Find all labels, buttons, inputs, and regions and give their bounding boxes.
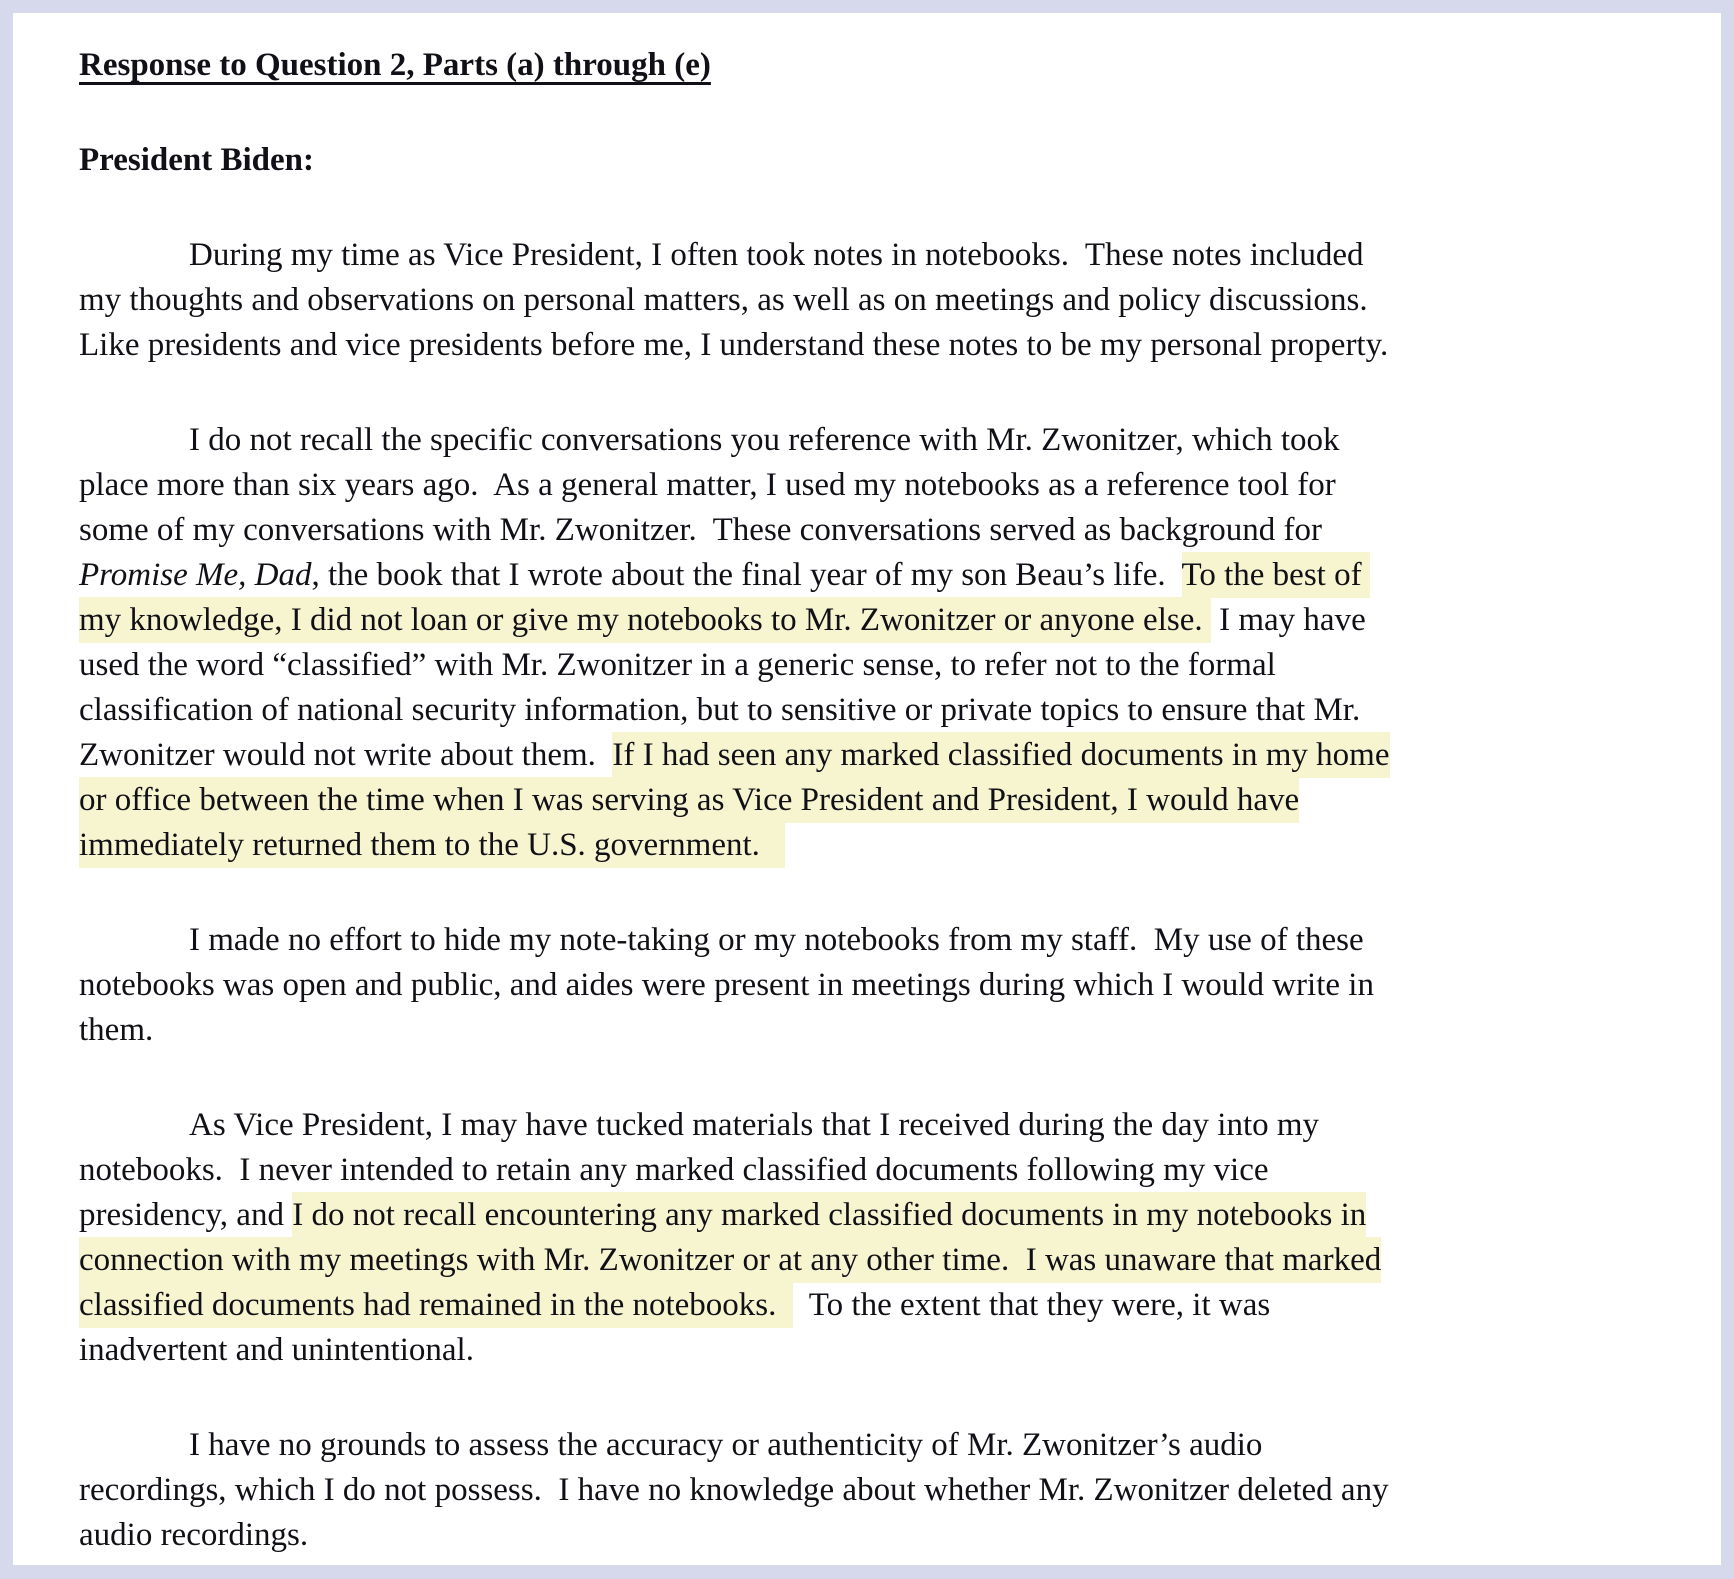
body-text: audio recordings. <box>79 1517 309 1553</box>
text-line <box>79 1423 1681 1468</box>
body-text: presidency, and <box>79 1197 293 1233</box>
text-line <box>79 508 1681 553</box>
highlighted-text: If I had seen any marked classified documents in my home <box>612 732 1389 778</box>
text-line <box>79 323 1681 368</box>
text-line <box>79 463 1681 508</box>
document-title: Response to Question 2, Parts (a) through (e) <box>79 47 711 83</box>
text-line <box>79 643 1681 688</box>
text-line <box>79 778 1681 823</box>
text-line <box>79 1513 1681 1558</box>
text-line <box>79 1468 1681 1513</box>
text-line <box>79 418 1681 463</box>
highlighted-text: immediately returned them to the U.S. government. <box>79 822 785 868</box>
body-text: my thoughts and observations on personal matters, as well as on meetings and policy discussions. <box>79 282 1368 318</box>
body-text: classification of national security information, but to sensitive or private topics to ensure that Mr. <box>79 692 1361 728</box>
body-text: place more than six years ago. As a general matter, I used my notebooks as a reference tool for <box>79 467 1336 503</box>
text-line <box>79 733 1681 778</box>
highlighted-text: classified documents had remained in the notebooks. <box>79 1282 793 1328</box>
text-line <box>79 1193 1681 1238</box>
text-line <box>79 1008 1681 1053</box>
paragraph <box>79 1423 1681 1558</box>
document-page <box>13 13 1721 1565</box>
text-line <box>79 598 1681 643</box>
text-line <box>79 278 1681 323</box>
section-heading: President Biden: <box>79 142 314 178</box>
body-text: inadvertent and unintentional. <box>79 1332 474 1368</box>
highlighted-text: I do not recall encountering any marked classified documents in my notebooks in <box>292 1192 1366 1238</box>
paragraph <box>79 918 1681 1053</box>
text-line <box>79 1283 1681 1328</box>
text-line <box>79 963 1681 1008</box>
text-line <box>79 823 1681 868</box>
body-text: Like presidents and vice presidents before me, I understand these notes to be my personal property. <box>79 327 1389 363</box>
document-content <box>13 13 1721 1558</box>
text-line <box>79 1148 1681 1193</box>
body-text: notebooks was open and public, and aides were present in meetings during which I would write in <box>79 967 1374 1003</box>
body-text: , the book that I wrote about the final year of my son Beau’s life. <box>311 557 1182 593</box>
text-line <box>79 553 1681 598</box>
body-text: As Vice President, I may have tucked materials that I received during the day into my <box>189 1107 1320 1143</box>
body-text: recordings, which I do not possess. I have no knowledge about whether Mr. Zwonitzer deleted any <box>79 1472 1389 1508</box>
highlighted-text: my knowledge, I did not loan or give my notebooks to Mr. Zwonitzer or anyone else. <box>79 597 1211 643</box>
highlighted-text: connection with my meetings with Mr. Zwonitzer or at any other time. I was unaware that marked <box>79 1237 1381 1283</box>
body-text: Promise Me, Dad <box>79 557 312 593</box>
body-text: I do not recall the specific conversations you reference with Mr. Zwonitzer, which took <box>189 422 1340 458</box>
text-line <box>79 1103 1681 1148</box>
document-body <box>79 233 1681 1558</box>
body-text: I may have <box>1210 602 1366 638</box>
body-text: Zwonitzer would not write about them. <box>79 737 613 773</box>
body-text: During my time as Vice President, I often took notes in notebooks. These notes included <box>189 237 1364 273</box>
text-line <box>79 918 1681 963</box>
body-text: some of my conversations with Mr. Zwonitzer. These conversations served as background for <box>79 512 1323 548</box>
text-line <box>79 1328 1681 1373</box>
text-line <box>79 688 1681 733</box>
body-text: used the word “classified” with Mr. Zwonitzer in a generic sense, to refer not to the formal <box>79 647 1276 683</box>
text-line <box>79 233 1681 278</box>
highlighted-text: or office between the time when I was serving as Vice President and President, I would have <box>79 777 1299 823</box>
highlighted-text: To the best of <box>1182 552 1370 598</box>
body-text: I have no grounds to assess the accuracy or authenticity of Mr. Zwonitzer’s audio <box>189 1427 1263 1463</box>
body-text: notebooks. I never intended to retain any marked classified documents following my vice <box>79 1152 1269 1188</box>
paragraph <box>79 1103 1681 1373</box>
paragraph <box>79 418 1681 868</box>
paragraph <box>79 233 1681 368</box>
text-line <box>79 1238 1681 1283</box>
body-text: To the extent that they were, it was <box>792 1287 1271 1323</box>
body-text: them. <box>79 1012 154 1048</box>
body-text: I made no effort to hide my note-taking or my notebooks from my staff. My use of these <box>189 922 1364 958</box>
